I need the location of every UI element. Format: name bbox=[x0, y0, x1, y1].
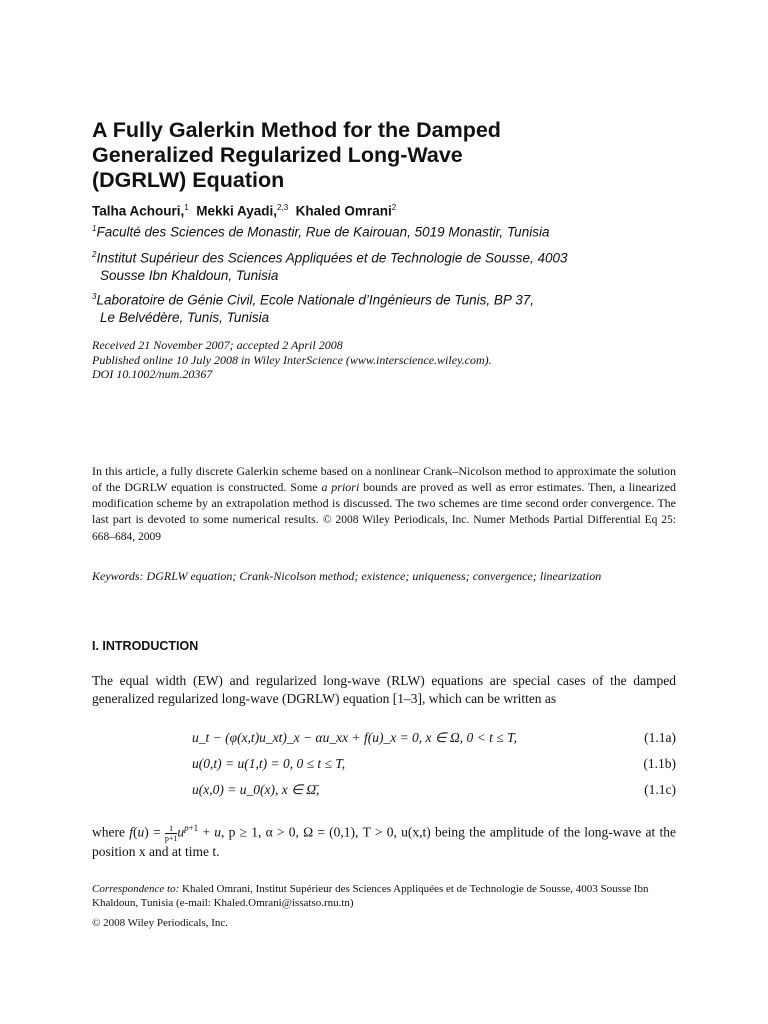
affiliation-line: Laboratoire de Génie Civil, Ecole Nationale d’Ingénieurs de Tunis, BP 37, bbox=[96, 292, 534, 308]
affiliation bbox=[92, 288, 676, 326]
equation-1-1b bbox=[192, 756, 676, 774]
received-date: Received 21 November 2007; accepted 2 April 2008 bbox=[92, 338, 343, 352]
publication-metadata bbox=[92, 338, 676, 382]
affiliation-marker: 2 bbox=[92, 250, 97, 259]
keywords: Keywords: DGRLW equation; Crank-Nicolson method; existence; uniqueness; convergence; linearization bbox=[92, 569, 602, 583]
equation-expression: u(0,t) = u(1,t) = 0, 0 ≤ t ≤ T, bbox=[192, 756, 346, 771]
author-affiliation-marker: 2,3 bbox=[277, 203, 289, 212]
author-affiliation-marker: 1 bbox=[184, 203, 189, 212]
author-list bbox=[92, 203, 676, 219]
correspondence-label: Correspondence to: bbox=[92, 883, 180, 895]
affiliation-line: Sousse Ibn Khaldoun, Tunisia bbox=[100, 267, 279, 283]
author-name: Talha Achouri, bbox=[92, 203, 185, 219]
fraction bbox=[165, 824, 178, 843]
affiliation bbox=[92, 246, 676, 284]
fraction-numerator: 1 bbox=[165, 824, 178, 834]
title-line: (DGRLW) Equation bbox=[92, 168, 285, 192]
where-lead: where bbox=[92, 824, 125, 840]
fraction-denominator: p+1 bbox=[164, 833, 178, 843]
abstract-text: In this article, a fully discrete Galerkin scheme based on a nonlinear Crank–Nicolson method to approximate the solution of the DGRLW equation is constructed. Some bbox=[92, 464, 676, 494]
equation-expression: u_t − (φ(x,t)u_xt)_x − αu_xx + f(u)_x = 0, x ∈ Ω, 0 < t ≤ T, bbox=[192, 730, 517, 745]
intro-paragraph: The equal width (EW) and regularized long-wave (RLW) equations are special cases of the damped generalized regularized long-wave (DGRLW) equation [1–3], which can be written as bbox=[92, 673, 676, 706]
where-clause: where f(u) = $\frac{1}{p+1}$ $u^{p+1} + u$, p ≥ 1, α > 0, Ω = (0,1), T > 0, u(x,t) being the amplitude of the long-wave at the position x and at time t. bbox=[92, 823, 676, 859]
equation-expression: u(x,0) = u_0(x), x ∈ Ω̄, bbox=[192, 782, 320, 797]
abstract-text: bounds are proved as well as error estimates. Then, a linearized modification scheme by an extrapolation method is discussed. The two schemes are time second order convergence. The last part is devoted to some numerical results. bbox=[92, 480, 676, 526]
equation-1-1c bbox=[192, 782, 676, 800]
affiliation-line: Faculté des Sciences de Monastir, Rue de Kairouan, 5019 Monastir, Tunisia bbox=[96, 224, 550, 240]
affiliation-line: Institut Supérieur des Sciences Appliquées et de Technologie de Sousse, 4003 bbox=[96, 250, 568, 266]
correspondence-text: Khaled Omrani, Institut Supérieur des Sciences Appliquées et de Technologie de Sousse, 4003 Sousse Ibn Khaldoun, Tunisia (e-mail: Khaled.Omrani@issatso.rnu.tn) bbox=[92, 883, 649, 909]
where-rest: p ≥ 1, α > 0, Ω = (0,1), T > 0, u(x,t) being the amplitude of the long-wave at the position x and at time t. bbox=[92, 824, 676, 859]
abstract bbox=[92, 463, 676, 545]
author-affiliation-marker: 2 bbox=[391, 203, 397, 212]
affiliation bbox=[92, 220, 676, 241]
equation-number: (1.1a) bbox=[644, 730, 676, 745]
section-heading: I. INTRODUCTION bbox=[92, 639, 199, 653]
equation-number: (1.1c) bbox=[644, 782, 676, 797]
correspondence-footnote bbox=[92, 882, 676, 910]
doi: DOI 10.1002/num.20367 bbox=[92, 367, 213, 381]
published-online: Published online 10 July 2008 in Wiley InterScience (www.interscience.wiley.com). bbox=[92, 352, 492, 367]
abstract-emphasis: a priori bbox=[321, 480, 360, 494]
author-name: Khaled Omrani bbox=[295, 203, 392, 219]
title-line: A Fully Galerkin Method for the Damped bbox=[92, 118, 501, 142]
equation-1-1a bbox=[192, 730, 676, 748]
affiliation-line: Le Belvédère, Tunis, Tunisia bbox=[100, 309, 270, 325]
title-line: Generalized Regularized Long-Wave bbox=[92, 143, 463, 167]
equation-number: (1.1b) bbox=[643, 756, 676, 771]
affiliation-marker: 1 bbox=[92, 224, 97, 233]
paper-title bbox=[92, 118, 652, 193]
author-name: Mekki Ayadi, bbox=[196, 203, 278, 219]
affiliation-marker: 3 bbox=[92, 292, 97, 301]
copyright-notice: © 2008 Wiley Periodicals, Inc. bbox=[92, 917, 229, 929]
abstract-copyright: © 2008 Wiley Periodicals, Inc. Numer Methods Partial Differential Eq 25: 668–684, 2009 bbox=[92, 514, 677, 543]
